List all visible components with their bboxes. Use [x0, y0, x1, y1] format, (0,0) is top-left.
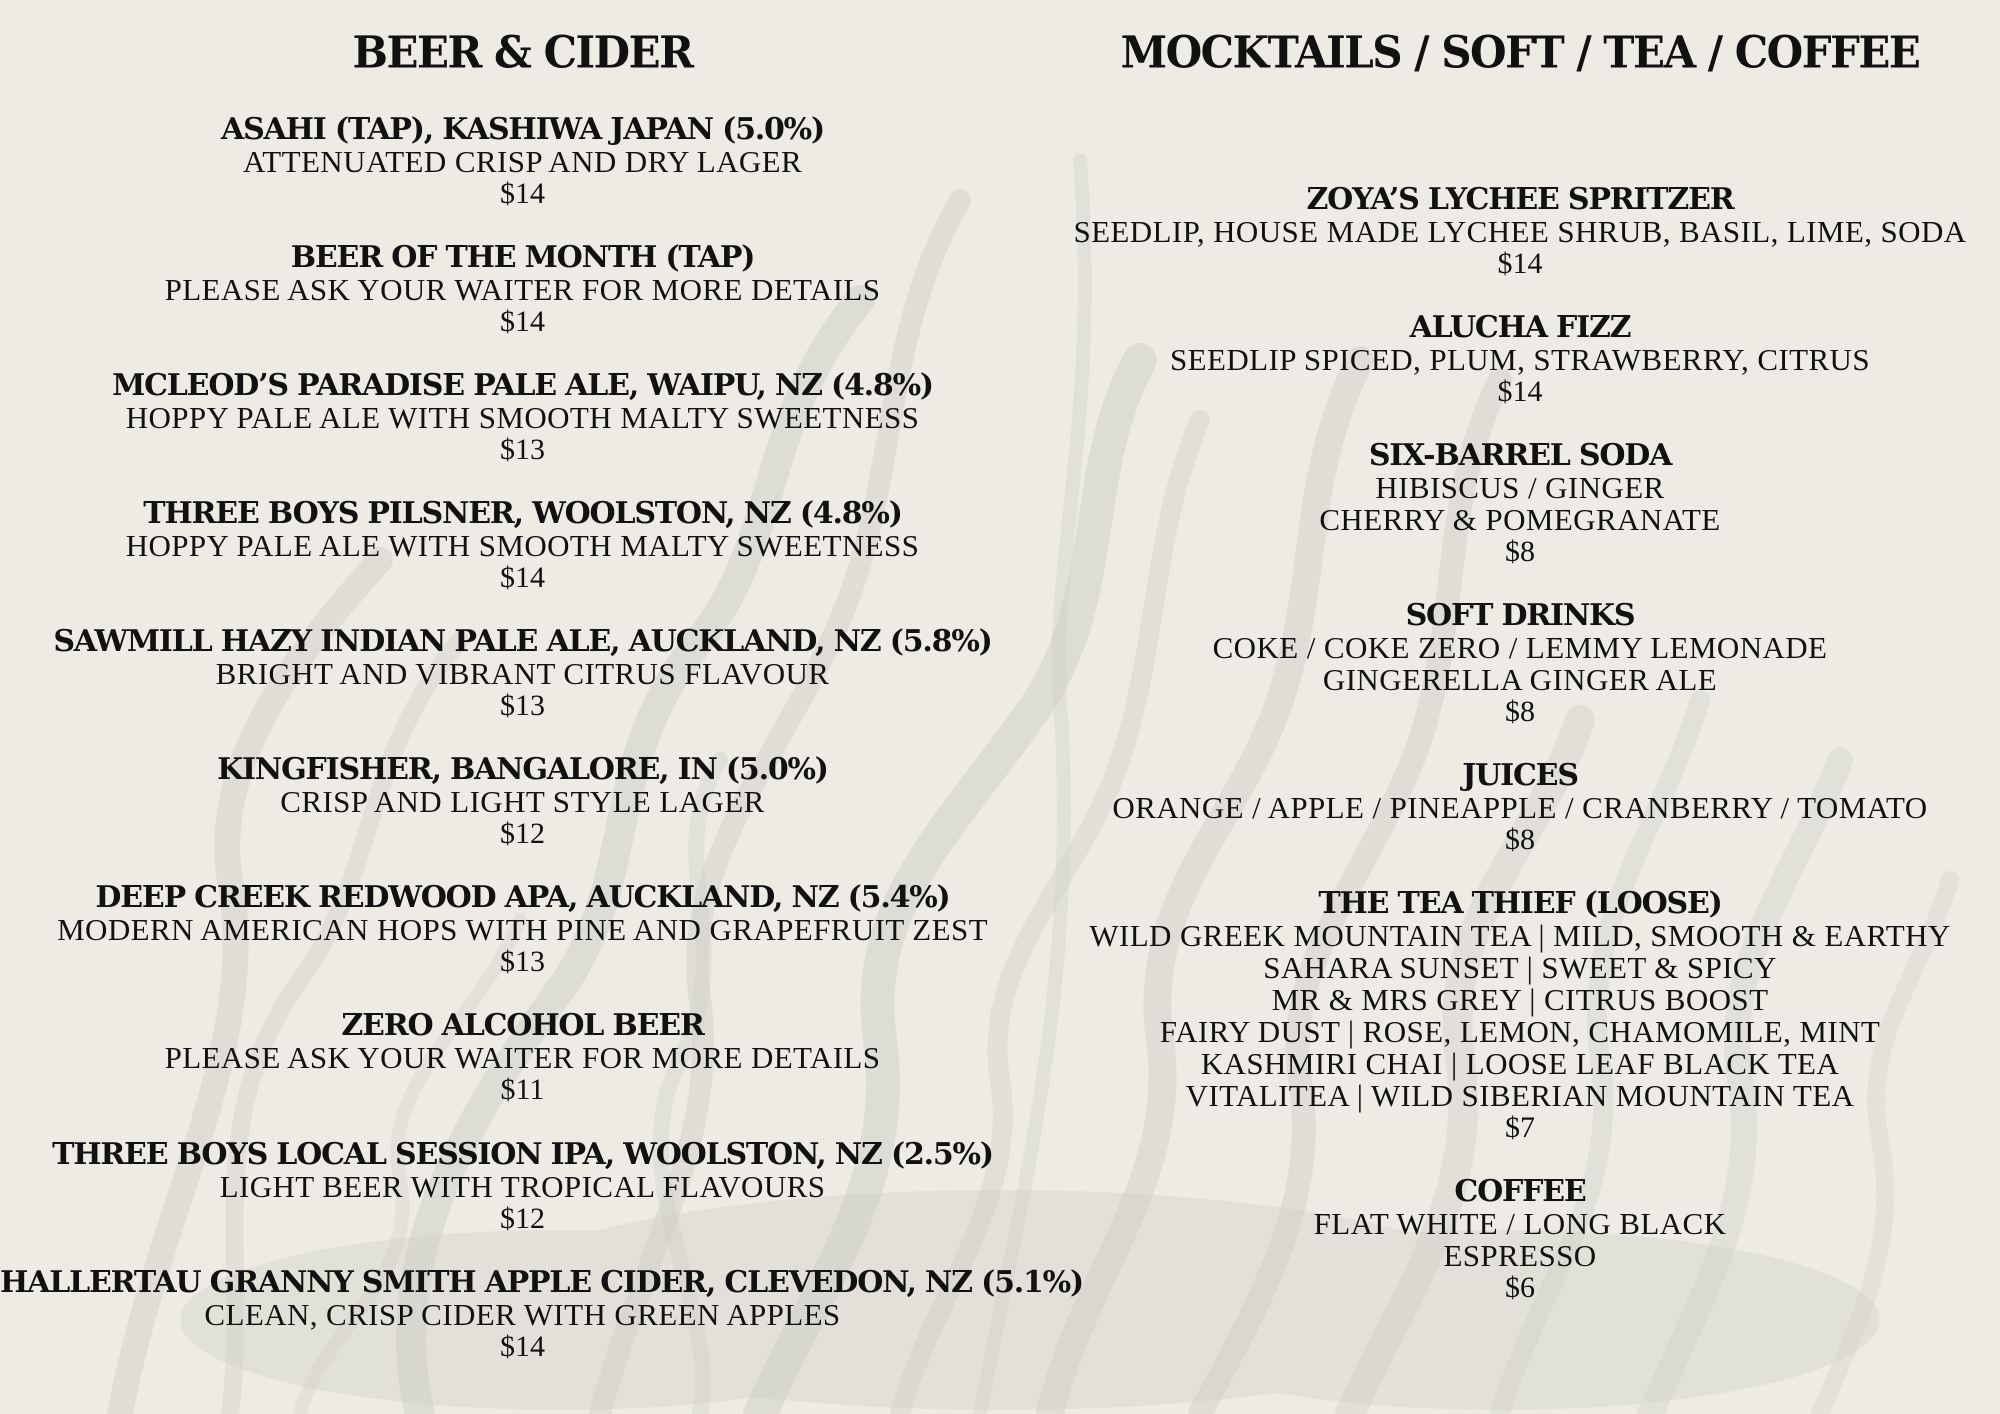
beer-name: KINGFISHER, BANGALORE, IN (5.0%) [217, 752, 828, 787]
drink-name: ALUCHA FIZZ [1409, 310, 1631, 345]
beer-price: $14 [500, 177, 545, 210]
drink-item [1040, 1176, 2000, 1304]
beer-description: LIGHT BEER WITH TROPICAL FLAVOURS [219, 1169, 826, 1204]
beer-price: $13 [500, 433, 545, 466]
drink-name: COFFEE [1454, 1174, 1586, 1209]
drink-item [1040, 760, 2000, 856]
beer-price: $14 [500, 1330, 545, 1363]
drink-price: $14 [1497, 247, 1543, 280]
beer-description: PLEASE ASK YOUR WAITER FOR MORE DETAILS [164, 1040, 881, 1075]
beer-item [0, 498, 1045, 594]
beer-item [0, 1010, 1045, 1106]
beer-description: CLEAN, CRISP CIDER WITH GREEN APPLES [204, 1297, 841, 1332]
beer-cider-title: BEER & CIDER [352, 26, 693, 79]
beer-name: HALLERTAU GRANNY SMITH APPLE CIDER, CLEVEDON, NZ (5.1%) [0, 1265, 1083, 1300]
beer-price: $13 [500, 689, 545, 722]
beer-name: SAWMILL HAZY INDIAN PALE ALE, AUCKLAND, NZ (5.8%) [53, 624, 992, 659]
drink-description-line: ORANGE / APPLE / PINEAPPLE / CRANBERRY / TOMATO [1112, 790, 1928, 825]
beer-name: MCLEOD’S PARADISE PALE ALE, WAIPU, NZ (4.8%) [112, 368, 933, 403]
beer-name: ZERO ALCOHOL BEER [341, 1008, 704, 1043]
drink-name: SOFT DRINKS [1405, 598, 1635, 633]
beer-description: CRISP AND LIGHT STYLE LAGER [280, 784, 765, 819]
drink-item [1040, 184, 2000, 280]
drink-description-line: SEEDLIP, HOUSE MADE LYCHEE SHRUB, BASIL, LIME, SODA [1073, 214, 1967, 249]
beer-name: THREE BOYS LOCAL SESSION IPA, WOOLSTON, NZ (2.5%) [52, 1137, 993, 1172]
beer-item [0, 626, 1045, 722]
drink-description-line: FAIRY DUST | ROSE, LEMON, CHAMOMILE, MINT [1159, 1014, 1881, 1049]
drink-name: THE TEA THIEF (LOOSE) [1318, 886, 1722, 921]
beer-description: PLEASE ASK YOUR WAITER FOR MORE DETAILS [164, 272, 881, 307]
beer-item [0, 882, 1045, 978]
drink-description-line: MR & MRS GREY | CITRUS BOOST [1271, 982, 1769, 1017]
beer-price: $12 [500, 817, 545, 850]
beer-name: BEER OF THE MONTH (TAP) [290, 240, 755, 275]
drink-description-line: WILD GREEK MOUNTAIN TEA | MILD, SMOOTH & EARTHY [1089, 918, 1951, 953]
drink-price: $7 [1505, 1111, 1535, 1144]
drink-item [1040, 600, 2000, 728]
beer-description: HOPPY PALE ALE WITH SMOOTH MALTY SWEETNESS [125, 400, 920, 435]
beer-description: BRIGHT AND VIBRANT CITRUS FLAVOUR [215, 656, 830, 691]
drink-description-line: SAHARA SUNSET | SWEET & SPICY [1263, 950, 1777, 985]
beer-name: DEEP CREEK REDWOOD APA, AUCKLAND, NZ (5.4%) [95, 880, 950, 915]
beer-price: $14 [500, 561, 545, 594]
beer-name: THREE BOYS PILSNER, WOOLSTON, NZ (4.8%) [143, 496, 902, 531]
drink-item [1040, 312, 2000, 408]
drink-price: $8 [1505, 823, 1535, 856]
beer-item [0, 1265, 1083, 1363]
beer-price: $14 [500, 305, 545, 338]
drink-name: SIX-BARREL SODA [1368, 438, 1672, 473]
drink-price: $14 [1497, 375, 1543, 408]
drink-name: JUICES [1462, 758, 1578, 793]
beer-price: $11 [500, 1073, 545, 1106]
beer-description: HOPPY PALE ALE WITH SMOOTH MALTY SWEETNESS [125, 528, 920, 563]
drink-description-line: ESPRESSO [1443, 1238, 1597, 1273]
beer-item [0, 370, 1045, 466]
drink-description-line: CHERRY & POMEGRANATE [1319, 502, 1721, 537]
drink-item [1040, 888, 2000, 1144]
drink-description-line: COKE / COKE ZERO / LEMMY LEMONADE [1212, 630, 1828, 665]
drink-description-line: HIBISCUS / GINGER [1375, 470, 1665, 505]
drink-price: $6 [1505, 1271, 1535, 1304]
beer-item [0, 114, 1045, 210]
beer-item [0, 1139, 1045, 1235]
drinks-title: MOCKTAILS / SOFT / TEA / COFFEE [1120, 26, 1920, 79]
drink-description-line: SEEDLIP SPICED, PLUM, STRAWBERRY, CITRUS [1170, 342, 1870, 377]
beer-item [0, 754, 1045, 850]
drink-item [1040, 440, 2000, 568]
drink-description-line: GINGERELLA GINGER ALE [1322, 662, 1718, 697]
drink-price: $8 [1505, 535, 1535, 568]
drink-price: $8 [1505, 695, 1535, 728]
drink-description-line: VITALITEA | WILD SIBERIAN MOUNTAIN TEA [1185, 1078, 1855, 1113]
beer-description: ATTENUATED CRISP AND DRY LAGER [242, 144, 803, 179]
drink-description-line: KASHMIRI CHAI | LOOSE LEAF BLACK TEA [1200, 1046, 1840, 1081]
beer-price: $12 [500, 1202, 545, 1235]
drink-description-line: FLAT WHITE / LONG BLACK [1313, 1206, 1727, 1241]
drink-name: ZOYA’S LYCHEE SPRITZER [1306, 182, 1734, 217]
beer-item [0, 242, 1045, 338]
beer-name: ASAHI (TAP), KASHIWA JAPAN (5.0%) [221, 112, 824, 147]
beer-description: MODERN AMERICAN HOPS WITH PINE AND GRAPEFRUIT ZEST [57, 912, 988, 947]
beer-price: $13 [500, 945, 545, 978]
